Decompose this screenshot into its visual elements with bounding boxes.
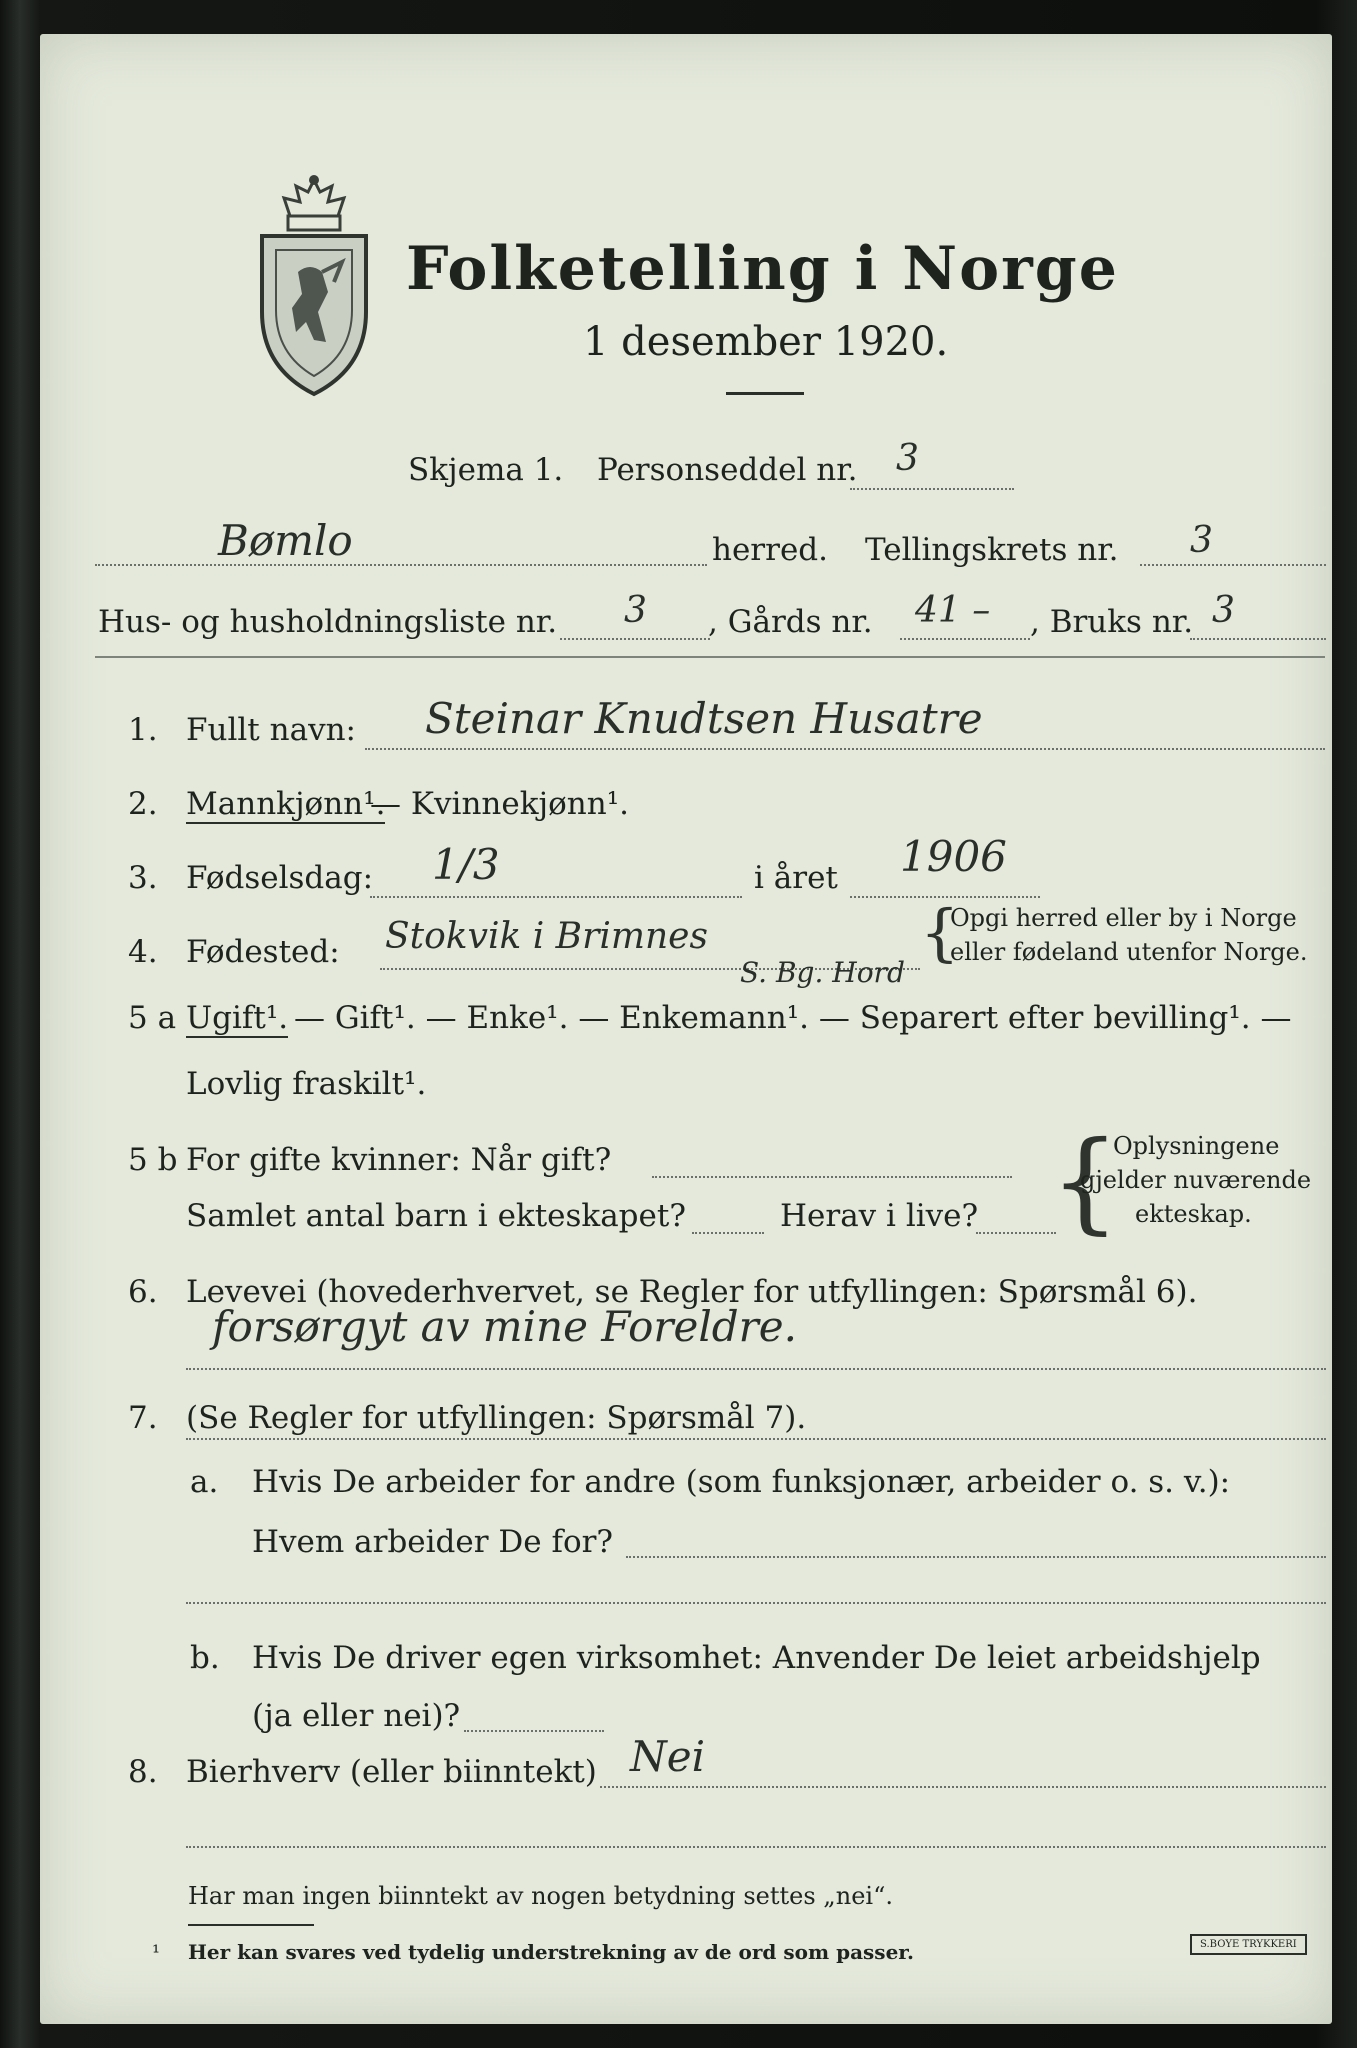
birthday-value[interactable]: 1/3 (432, 840, 500, 889)
q6-rule-2 (186, 1438, 1326, 1440)
footnote-text: Her kan svares ved tydelig understrekning av de ord som passer. (188, 1940, 914, 1964)
personseddel-label: Personseddel nr. (597, 452, 858, 488)
birthplace-correction[interactable]: S. Bg. Hord (740, 956, 905, 989)
q6-rule-1 (186, 1368, 1326, 1370)
q5b-alive-rule[interactable] (976, 1232, 1056, 1234)
printer-stamp: S.BOYE TRYKKERI (1190, 1934, 1307, 1955)
form-date: 1 desember 1920. (583, 319, 949, 365)
q5a-number: 5 a (128, 1000, 177, 1036)
gards-rule (900, 638, 1030, 640)
q5b-alive-label: Herav i live? (780, 1198, 979, 1234)
husliste-rule (560, 638, 710, 640)
q3-label: Fødselsdag: (186, 860, 374, 896)
form-title: Folketelling i Norge (406, 234, 1119, 304)
herred-rule (95, 564, 707, 566)
q5b-number: 5 b (128, 1142, 178, 1178)
herred-value[interactable]: Bømlo (218, 516, 353, 565)
q7a-line1: Hvis De arbeider for andre (som funksjonær, arbeider o. s. v.): (252, 1464, 1231, 1500)
q7-number: 7. (128, 1400, 158, 1436)
q5b-children-label: Samlet antal barn i ekteskapet? (186, 1198, 686, 1234)
q8-number: 8. (128, 1754, 158, 1790)
q4-note-line2: eller fødeland utenfor Norge. (950, 938, 1308, 966)
q7a-employer-rule[interactable] (626, 1556, 1326, 1558)
male-option[interactable]: Mannkjønn¹. (186, 786, 386, 822)
q5b-note-line2: gjelder nuværende (1080, 1166, 1312, 1194)
husliste-value[interactable]: 3 (624, 590, 647, 631)
divorced-option[interactable]: Lovlig fraskilt¹. (186, 1066, 427, 1102)
q8-rule (600, 1786, 1326, 1788)
no-income-note: Har man ingen biinntekt av nogen betydning settes „nei“. (188, 1882, 893, 1910)
gards-label: , Gårds nr. (708, 604, 873, 640)
q2-number: 2. (128, 786, 158, 822)
marital-status-options[interactable]: — Gift¹. — Enke¹. — Enkemann¹. — Separert efter bevilling¹. — (294, 1000, 1292, 1036)
occupation-value[interactable]: forsørgyt av mine Foreldre. (212, 1302, 797, 1351)
q4-number: 4. (128, 934, 158, 970)
q8-label: Bierhverv (eller biinntekt) (186, 1754, 597, 1790)
husliste-label: Hus- og husholdningsliste nr. (98, 604, 558, 640)
q7a-line2: Hvem arbeider De for? (252, 1524, 614, 1560)
full-name-value[interactable]: Steinar Knudtsen Husatre (425, 694, 983, 743)
q3-year-label: i året (754, 860, 838, 896)
header-divider (95, 656, 1325, 658)
skjema-label: Skjema 1. (408, 452, 564, 488)
q5b-married-when-rule[interactable] (652, 1176, 1012, 1178)
footnote-divider (188, 1924, 314, 1926)
female-option[interactable]: — Kvinnekjønn¹. (370, 786, 629, 822)
q1-number: 1. (128, 712, 158, 748)
side-income-value[interactable]: Nei (630, 1732, 706, 1781)
q1-rule (365, 748, 1325, 750)
bruks-value[interactable]: 3 (1212, 590, 1235, 631)
tellingskrets-label: Tellingskrets nr. (865, 532, 1119, 568)
q3-number: 3. (128, 860, 158, 896)
herred-label: herred. (712, 532, 828, 568)
q7a-letter: a. (190, 1464, 219, 1500)
q7a-rule-2 (186, 1602, 1326, 1604)
q7-label: (Se Regler for utfyllingen: Spørsmål 7). (186, 1400, 807, 1436)
q3-rule (370, 896, 742, 898)
footnote-mark: ¹ (152, 1940, 161, 1964)
census-form-page (40, 34, 1332, 2024)
q8-rule-2 (186, 1846, 1326, 1848)
tellingskrets-rule (1140, 564, 1326, 566)
personseddel-value[interactable]: 3 (896, 438, 919, 479)
birth-year-value[interactable]: 1906 (900, 832, 1007, 881)
q5b-note-line3: ekteskap. (1135, 1200, 1252, 1228)
q5b-brace: { (1050, 1117, 1120, 1245)
q6-label: Levevei (hovederhvervet, se Regler for utfyllingen: Spørsmål 6). (186, 1274, 1198, 1310)
q1-label: Fullt navn: (186, 712, 356, 748)
unmarried-option[interactable]: Ugift¹. (186, 1000, 289, 1036)
birthplace-value[interactable]: Stokvik i Brimnes (385, 916, 708, 957)
q4-label: Fødested: (186, 934, 340, 970)
norway-coat-of-arms-icon (248, 172, 380, 402)
q4-note-line1: Opgi herred eller by i Norge (950, 904, 1297, 932)
q5b-married-when-label: For gifte kvinner: Når gift? (186, 1142, 612, 1178)
q4-brace: { (920, 896, 960, 969)
q7b-line2: (ja eller nei)? (252, 1698, 461, 1734)
q5b-children-rule[interactable] (692, 1232, 764, 1234)
q7b-answer-rule[interactable] (464, 1730, 604, 1732)
title-divider (726, 392, 804, 395)
bruks-label: , Bruks nr. (1030, 604, 1194, 640)
tellingskrets-value[interactable]: 3 (1190, 520, 1213, 561)
q5b-note-line1: Oplysningene (1113, 1132, 1280, 1160)
q6-number: 6. (128, 1274, 158, 1310)
gards-value[interactable]: 41 – (915, 590, 991, 631)
personseddel-rule (850, 488, 1014, 490)
q7b-letter: b. (190, 1640, 220, 1676)
q7b-line1: Hvis De driver egen virksomhet: Anvender De leiet arbeidshjelp (252, 1640, 1261, 1676)
bruks-rule (1190, 638, 1326, 640)
